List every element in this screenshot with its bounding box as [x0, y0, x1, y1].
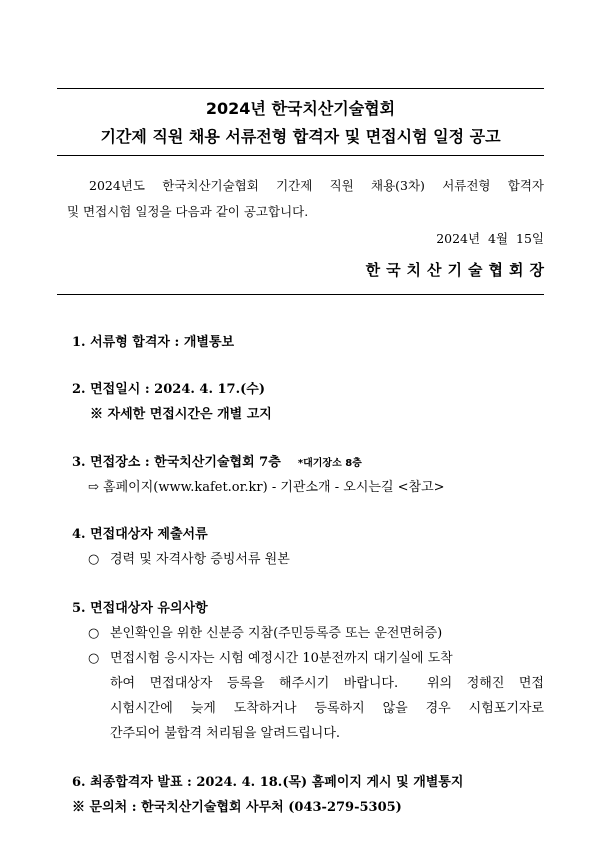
- organization-signature: 한국치산기술협회장: [365, 261, 550, 279]
- section-5-item-1: [88, 622, 442, 641]
- section-4-item: [88, 548, 290, 567]
- reference-mark-icon: ※: [90, 407, 104, 422]
- section-2-note-text: 자세한 면접시간은 개별 고지: [107, 407, 272, 422]
- section-5-item-2-line1: 면접시험 응시자는 시험 예정시간 10분전까지 대기실에 도착: [110, 651, 453, 666]
- homepage-link[interactable]: 홈페이지(www.kafet.or.kr) - 기관소개 - 오시는길 <참고>: [103, 480, 445, 495]
- page-title-line1: 2024년 한국치산기술협회: [205, 99, 396, 118]
- intro-line1: 2024년도 한국치산기술협회 기간제 직원 채용(3차) 서류전형 합격자: [89, 178, 544, 193]
- announcement-date: 2024년 4월 15일: [436, 231, 544, 246]
- section-2-note: [90, 403, 272, 422]
- section-6-final-announcement: 6. 최종합격자 발표 : 2024. 4. 18.(목) 홈페이지 게시 및 개별통지: [72, 775, 464, 790]
- top-rule: [57, 88, 544, 89]
- contact-info: [72, 796, 402, 815]
- contact-text: 문의처 : 한국치산기술협회 사무처 (043-279-5305): [89, 800, 402, 815]
- section-rule: [57, 294, 544, 295]
- waiting-room-note: *대기장소 8층: [297, 458, 362, 469]
- section-5-item-2-line4: 간주되어 불합격 처리됨을 알려드립니다.: [110, 726, 341, 741]
- circle-bullet-icon: ○: [88, 552, 100, 567]
- circle-bullet-icon: ○: [88, 626, 100, 641]
- section-4-documents: 4. 면접대상자 제출서류: [72, 527, 208, 542]
- intro-line2: 및 면접시험 일정을 다음과 같이 공고합니다.: [67, 204, 309, 219]
- section-3-homepage-reference: [88, 476, 445, 495]
- section-4-item-text: 경력 및 자격사항 증빙서류 원본: [110, 552, 290, 567]
- section-2-interview-date: 2. 면접일시 : 2024. 4. 17.(수): [72, 382, 265, 397]
- reference-mark-icon: ※: [72, 800, 86, 815]
- section-3-location-text: 3. 면접장소 : 한국치산기술협회 7층: [72, 455, 281, 470]
- section-5-item-2-line2: 하여 면접대상자 등록을 해주시기 바랍니다. 위의 정해진 면접: [110, 676, 544, 691]
- title-rule: [57, 155, 544, 156]
- section-5-item-2-line3: 시험시간에 늦게 도착하거나 등록하지 않을 경우 시험포기자로: [110, 701, 544, 716]
- section-5-precautions: 5. 면접대상자 유의사항: [72, 601, 208, 616]
- circle-bullet-icon: ○: [88, 651, 100, 666]
- section-5-item-2: [88, 647, 453, 666]
- right-arrow-icon: ⇨: [88, 480, 99, 495]
- section-5-item-1-text: 본인확인을 위한 신분증 지참(주민등록증 또는 운전면허증): [110, 626, 443, 641]
- page-title-line2: 기간제 직원 채용 서류전형 합격자 및 면접시험 일정 공고: [100, 127, 501, 146]
- section-3-location: [72, 451, 362, 470]
- section-1-result: 1. 서류형 합격자 : 개별통보: [72, 335, 235, 350]
